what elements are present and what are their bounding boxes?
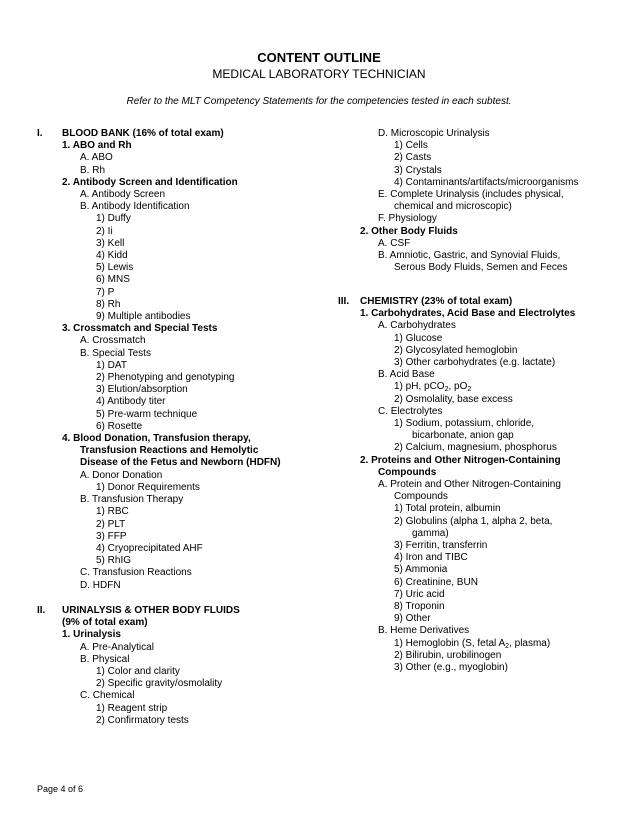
section-title: CHEMISTRY (23% of total exam): [360, 296, 513, 307]
page-number: Page 4 of 6: [37, 784, 84, 794]
topic: 3. Crossmatch and Special Tests: [62, 323, 218, 335]
list-item-continued: bicarbonate, anion gap: [412, 430, 514, 442]
topic: 1. Carbohydrates, Acid Base and Electrolytes: [360, 308, 576, 320]
subtopic-continued: chemical and microscopic): [394, 201, 512, 213]
subtopic: B. Rh: [80, 164, 106, 176]
list-item: 3) Other (e.g., myoglobin): [394, 662, 508, 674]
topic-continued: Disease of the Fetus and Newborn (HDFN): [80, 457, 281, 469]
list-item: 2) Bilirubin, urobilinogen: [394, 649, 502, 661]
list-item: 1) Color and clarity: [96, 666, 180, 678]
section-title: BLOOD BANK (16% of total exam): [62, 128, 224, 139]
list-item: 6) Rosette: [96, 420, 143, 432]
list-item: 1) RBC: [96, 506, 129, 518]
list-item: 3) Elution/absorption: [96, 384, 188, 396]
list-item: 1) Glucose: [394, 332, 443, 344]
subtopic: B. Acid Base: [378, 369, 435, 381]
list-item: 5) RhIG: [96, 555, 132, 567]
subtopic: D. Microscopic Urinalysis: [378, 128, 490, 139]
list-item: 4) Kidd: [96, 250, 128, 262]
list-item-continued: gamma): [412, 527, 449, 539]
subtopic: C. Chemical: [80, 690, 135, 702]
subscript: 2: [467, 386, 472, 394]
list-item: 2) Glycosylated hemoglobin: [394, 344, 518, 356]
list-item: 3) Crystals: [394, 164, 442, 176]
list-item: 3) FFP: [96, 530, 127, 542]
list-item: 3) Ferritin, transferrin: [394, 540, 488, 552]
list-item: 5) Pre-warm technique: [96, 408, 198, 420]
subtopic: C. Transfusion Reactions: [80, 567, 192, 579]
subtopic: B. Transfusion Therapy: [80, 494, 184, 506]
list-item: 7) P: [96, 286, 115, 298]
list-item: 1) Sodium, potassium, chloride,: [394, 418, 535, 430]
list-item: 9) Other: [394, 613, 431, 625]
section-ii-numeral: II.: [37, 605, 46, 616]
topic: 1. Urinalysis: [62, 629, 121, 641]
text: 1) Hemoglobin (S, fetal A: [394, 637, 506, 649]
section-urinalysis: [62, 605, 240, 727]
subtopic: A. Antibody Screen: [80, 189, 166, 201]
list-item: [360, 638, 575, 650]
text: , pO: [448, 381, 468, 393]
subtopic: A. Donor Donation: [80, 469, 163, 481]
subtopic: E. Complete Urinalysis (includes physical,: [378, 189, 564, 201]
subtopic: A. Protein and Other Nitrogen-Containing: [378, 479, 561, 491]
subtopic: A. Carbohydrates: [378, 320, 456, 332]
section-blood-bank: [62, 128, 281, 592]
list-item: 9) Multiple antibodies: [96, 311, 191, 323]
subtopic-continued: Serous Body Fluids, Semen and Feces: [394, 262, 568, 274]
section-urinalysis-continued: [360, 128, 579, 274]
topic-continued: Transfusion Reactions and Hemolytic: [80, 445, 259, 457]
subtopic: B. Amniotic, Gastric, and Synovial Fluids,: [378, 250, 561, 262]
subtopic: C. Electrolytes: [378, 405, 443, 417]
text: 1) pH, pCO: [394, 381, 445, 393]
subtopic: A. Crossmatch: [80, 335, 146, 347]
list-item: 4) Antibody titer: [96, 396, 166, 408]
section-i-numeral: I.: [37, 128, 43, 139]
list-item: 2) PLT: [96, 518, 126, 530]
list-item: 2) Globulins (alpha 1, alpha 2, beta,: [394, 515, 553, 527]
list-item: 1) DAT: [96, 359, 127, 371]
subscript: 2: [444, 386, 449, 394]
list-item: 2) Calcium, magnesium, phosphorus: [394, 442, 557, 454]
subtopic: A. Pre-Analytical: [80, 641, 154, 653]
subtopic: B. Heme Derivatives: [378, 625, 470, 637]
list-item: 2) Phenotyping and genotyping: [96, 372, 235, 384]
instruction-note: Refer to the MLT Competency Statements for the competencies tested in each subtest.: [126, 96, 512, 107]
subtopic: A. CSF: [378, 237, 411, 249]
subtopic-continued: Compounds: [394, 491, 448, 503]
list-item: 5) Ammonia: [394, 564, 448, 576]
list-item: 1) Donor Requirements: [96, 481, 200, 493]
section-title: URINALYSIS & OTHER BODY FLUIDS: [62, 605, 240, 616]
list-item: 3) Kell: [96, 237, 125, 249]
list-item: 1) Reagent strip: [96, 702, 168, 714]
topic: 4. Blood Donation, Transfusion therapy,: [62, 433, 251, 445]
list-item: [360, 381, 575, 393]
list-item: 2) Confirmatory tests: [96, 714, 189, 726]
page-subtitle: MEDICAL LABORATORY TECHNICIAN: [212, 67, 426, 81]
topic: 2. Antibody Screen and Identification: [62, 176, 238, 188]
list-item: 4) Iron and TIBC: [394, 552, 468, 564]
topic: 2. Proteins and Other Nitrogen-Containing: [360, 454, 561, 466]
list-item: 2) Osmolality, base excess: [394, 393, 513, 405]
text: , plasma): [509, 637, 551, 649]
list-item: 3) Other carbohydrates (e.g. lactate): [394, 357, 556, 369]
topic: 1. ABO and Rh: [62, 140, 132, 152]
list-item: 7) Uric acid: [394, 588, 445, 600]
subtopic: B. Physical: [80, 653, 130, 665]
list-item: 2) Ii: [96, 225, 113, 237]
list-item: 6) MNS: [96, 274, 130, 286]
list-item: 8) Rh: [96, 298, 121, 310]
list-item: 6) Creatinine, BUN: [394, 576, 478, 588]
section-iii-numeral: III.: [338, 296, 350, 307]
list-item: 5) Lewis: [96, 262, 134, 274]
list-item: 8) Troponin: [394, 601, 445, 613]
subscript: 2: [505, 642, 510, 650]
topic: 2. Other Body Fluids: [360, 225, 458, 237]
section-title-continued: (9% of total exam): [62, 617, 148, 629]
subtopic: F. Physiology: [378, 213, 437, 225]
list-item: 4) Contaminants/artifacts/microorganisms: [394, 176, 579, 188]
list-item: 2) Casts: [394, 152, 432, 164]
section-chemistry: [360, 296, 575, 674]
list-item: 1) Duffy: [96, 213, 131, 225]
page-title: CONTENT OUTLINE: [257, 50, 381, 65]
list-item: 4) Cryoprecipitated AHF: [96, 542, 203, 554]
topic-continued: Compounds: [378, 466, 437, 478]
subtopic: B. Special Tests: [80, 347, 151, 359]
subtopic: D. HDFN: [80, 579, 121, 591]
list-item: 2) Specific gravity/osmolality: [96, 678, 223, 690]
list-item: 1) Cells: [394, 140, 428, 152]
list-item: 1) Total protein, albumin: [394, 503, 501, 515]
subtopic: B. Antibody Identification: [80, 201, 190, 213]
subtopic: A. ABO: [80, 152, 113, 164]
